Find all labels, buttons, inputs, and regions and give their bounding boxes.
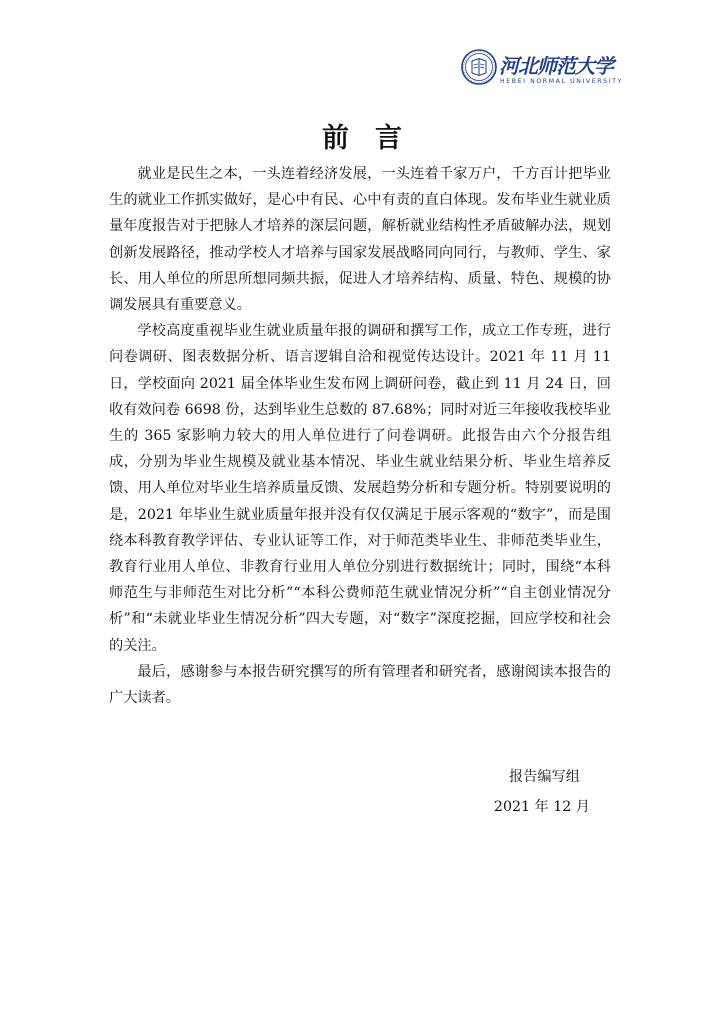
university-name-english: HEBEI NORMAL UNIVERSITY bbox=[500, 78, 623, 85]
signature-date: 2021 年 12 月 bbox=[493, 799, 590, 815]
paragraph: 最后，感谢参与本报告研究撰写的所有管理者和研究者，感谢阅读本报告的广大读者。 bbox=[109, 663, 611, 707]
signature-organization: 报告编写组 bbox=[509, 769, 580, 785]
university-logo bbox=[461, 49, 621, 89]
page-title: 前言 bbox=[322, 123, 428, 154]
paragraph: 学校高度重视毕业生就业质量年报的调研和撰写工作，成立工作专班，进行问卷调研、图表数据分析、语言逻辑自洽和视觉传达设计。2021 年 11 月 11 日，学校面向 2021 届全体毕业生发布网上调研问卷，截止到 11 月 24 日，回收有效问卷 6698 份，达到毕业生总数的 87.68%；同时对近三年接收我校毕业生的 365 家影响力较大的用人单位进行了问卷调研。此报告由六个分报告组成，分别为毕业生规模及就业基本情况、毕业生就业结果分析、毕业生培养反馈、用人单位对毕业生培养质量反馈、发展趋势分析和专题分析。特别要说明的是，2021 年毕业生就业质量年报并没有仅仅满足于展示客观的“数字”，而是围绕本科教育教学评估、专业认证等工作，对于师范类毕业生、非师范类毕业生，教育行业用人单位、非教育行业用人单位分别进行数据统计；同时，围绕“本科师范生与非师范生对比分析”“本科公费师范生就业情况分析”“自主创业情况分析”和“未就业毕业生情况分析”四大专题，对“数字”深度挖掘，回应学校和社会的关注。 bbox=[109, 323, 611, 654]
university-seal-icon bbox=[461, 49, 497, 85]
paragraph: 就业是民生之本，一头连着经济发展，一头连着千家万户，千方百计把毕业生的就业工作抓实做好，是心中有民、心中有责的直白体现。发布毕业生就业质量年度报告对于把脉人才培养的深层问题，解析就业结构性矛盾破解办法，规划创新发展路径，推动学校人才培养与国家发展战略同向同行，与教师、学生、家长、用人单位的所思所想同频共振，促进人才培养结构、质量、特色、规模的协调发展具有重要意义。 bbox=[109, 166, 611, 314]
body-text bbox=[109, 161, 611, 711]
university-name-logo: 河北师范大学 bbox=[499, 54, 613, 78]
